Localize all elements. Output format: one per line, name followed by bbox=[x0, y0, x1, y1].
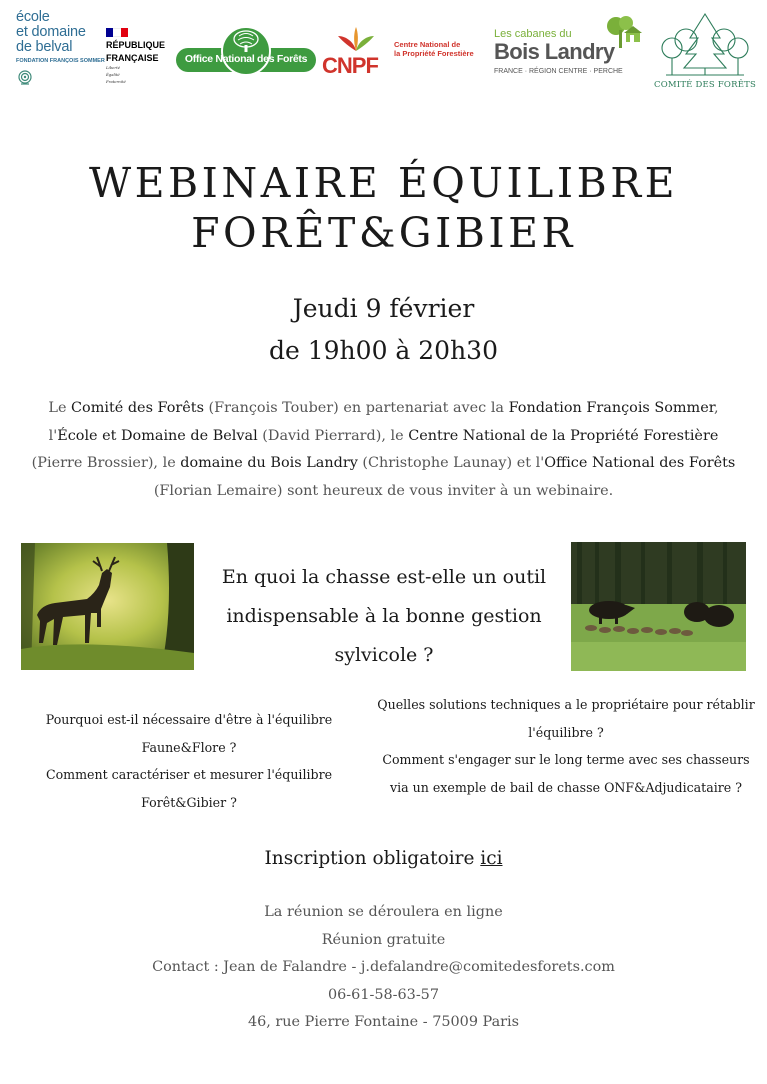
intro-text: (Christophe Launay) et l' bbox=[357, 455, 545, 471]
intro-text: (Florian Lemaire) sont heureux de vous inviter à un webinaire. bbox=[153, 482, 614, 499]
intro-text: , l' bbox=[48, 400, 719, 444]
belval-sub: FONDATION FRANÇOIS SOMMER bbox=[16, 58, 105, 64]
left-questions bbox=[14, 706, 364, 816]
intro-org: Centre National de la Propriété Forestière bbox=[408, 427, 719, 444]
right-question-2: Comment s'engager sur le long terme avec ses chasseurs via un exemple de bail de chasse ONF&Adjudicataire ? bbox=[382, 752, 750, 795]
belval-line-2: et domaine bbox=[16, 24, 86, 40]
info-address: 46, rue Pierre Fontaine - 75009 Paris bbox=[247, 1014, 520, 1030]
cnpf-sub-line-1: Centre National de bbox=[394, 40, 461, 49]
event-info bbox=[0, 899, 767, 1037]
inscription-line bbox=[0, 848, 767, 869]
inscription-text: Inscription obligatoire bbox=[264, 848, 481, 869]
intro-org: Office National des Forêts bbox=[544, 455, 736, 471]
logo-ecole-belval bbox=[16, 9, 105, 86]
date-line-1: Jeudi 9 février bbox=[292, 294, 475, 323]
cnpf-sub-line-2: la Propriété Forestière bbox=[394, 49, 474, 58]
intro-paragraph bbox=[26, 395, 741, 505]
intro-org: Fondation François Sommer bbox=[508, 400, 715, 416]
page-title bbox=[0, 158, 767, 258]
belval-line-1: école bbox=[16, 9, 50, 25]
tree-icon bbox=[232, 30, 260, 52]
inscription-link[interactable]: ici bbox=[480, 848, 503, 869]
logo-bois-landry bbox=[494, 16, 654, 78]
date-line-2: de 19h00 à 20h30 bbox=[269, 336, 498, 365]
left-question-2: Comment caractériser et mesurer l'équilibre Forêt&Gibier ? bbox=[45, 767, 333, 810]
right-questions bbox=[377, 691, 755, 801]
intro-text: (David Pierrard), le bbox=[257, 427, 409, 444]
info-online: La réunion se déroulera en ligne bbox=[264, 904, 503, 920]
cnpf-subtitle bbox=[394, 40, 484, 58]
forest-tree-icon bbox=[654, 12, 756, 76]
logo-comite-des-forets bbox=[650, 12, 760, 92]
info-free: Réunion gratuite bbox=[321, 931, 446, 948]
intro-org: domaine du Bois Landry bbox=[180, 455, 358, 471]
rf-motto-1: Liberté bbox=[106, 65, 121, 70]
title-line-2: FORÊT&GIBIER bbox=[191, 209, 576, 257]
info-phone: 06-61-58-63-57 bbox=[327, 986, 439, 1003]
french-flag-icon bbox=[106, 28, 128, 37]
leaves-icon bbox=[336, 26, 376, 52]
onf-text: Office National des Forêts bbox=[184, 53, 308, 65]
intro-text: (François Touber) en partenariat avec la bbox=[203, 400, 509, 416]
bois-landry-line-1: Les cabanes du bbox=[494, 28, 572, 40]
info-contact: Contact : Jean de Falandre - j.defalandre@comitedesforets.com bbox=[152, 959, 615, 975]
title-line-1: WEBINAIRE ÉQUILIBRE bbox=[88, 159, 679, 207]
rf-line-2: FRANÇAISE bbox=[106, 53, 159, 63]
cnpf-text: CNPF bbox=[322, 53, 378, 78]
rf-line-1: RÉPUBLIQUE bbox=[106, 40, 166, 50]
fingerprint-icon bbox=[18, 70, 32, 86]
right-question-1: Quelles solutions techniques a le propriétaire pour rétablir l'équilibre ? bbox=[377, 697, 755, 740]
rf-motto-2: Égalité bbox=[106, 72, 120, 77]
left-question-1: Pourquoi est-il nécessaire d'être à l'équilibre Faune&Flore ? bbox=[45, 712, 333, 755]
belval-line-3: de belval bbox=[16, 39, 73, 55]
intro-org: École et Domaine de Belval bbox=[57, 427, 258, 444]
comite-text: COMITÉ DES FORÊTS bbox=[653, 80, 757, 90]
event-date bbox=[0, 288, 767, 372]
bois-landry-line-2: Bois Landry bbox=[494, 39, 615, 64]
logo-cnpf bbox=[322, 26, 394, 76]
deer-photo bbox=[21, 543, 194, 670]
bois-landry-line-3: FRANCE · RÉGION CENTRE · PERCHE bbox=[494, 68, 623, 75]
wild-boar-photo bbox=[571, 542, 746, 671]
intro-org: Comité des Forêts bbox=[71, 400, 204, 416]
intro-text: (Pierre Brossier), le bbox=[31, 455, 181, 471]
intro-text: Le bbox=[48, 400, 72, 416]
logo-republique-francaise bbox=[106, 28, 170, 84]
rf-motto-3: Fraternité bbox=[106, 79, 126, 84]
partner-logos bbox=[0, 0, 767, 110]
logo-onf bbox=[176, 26, 316, 76]
main-question: En quoi la chasse est-elle un outil indispensable à la bonne gestion sylvicole ? bbox=[221, 566, 547, 666]
